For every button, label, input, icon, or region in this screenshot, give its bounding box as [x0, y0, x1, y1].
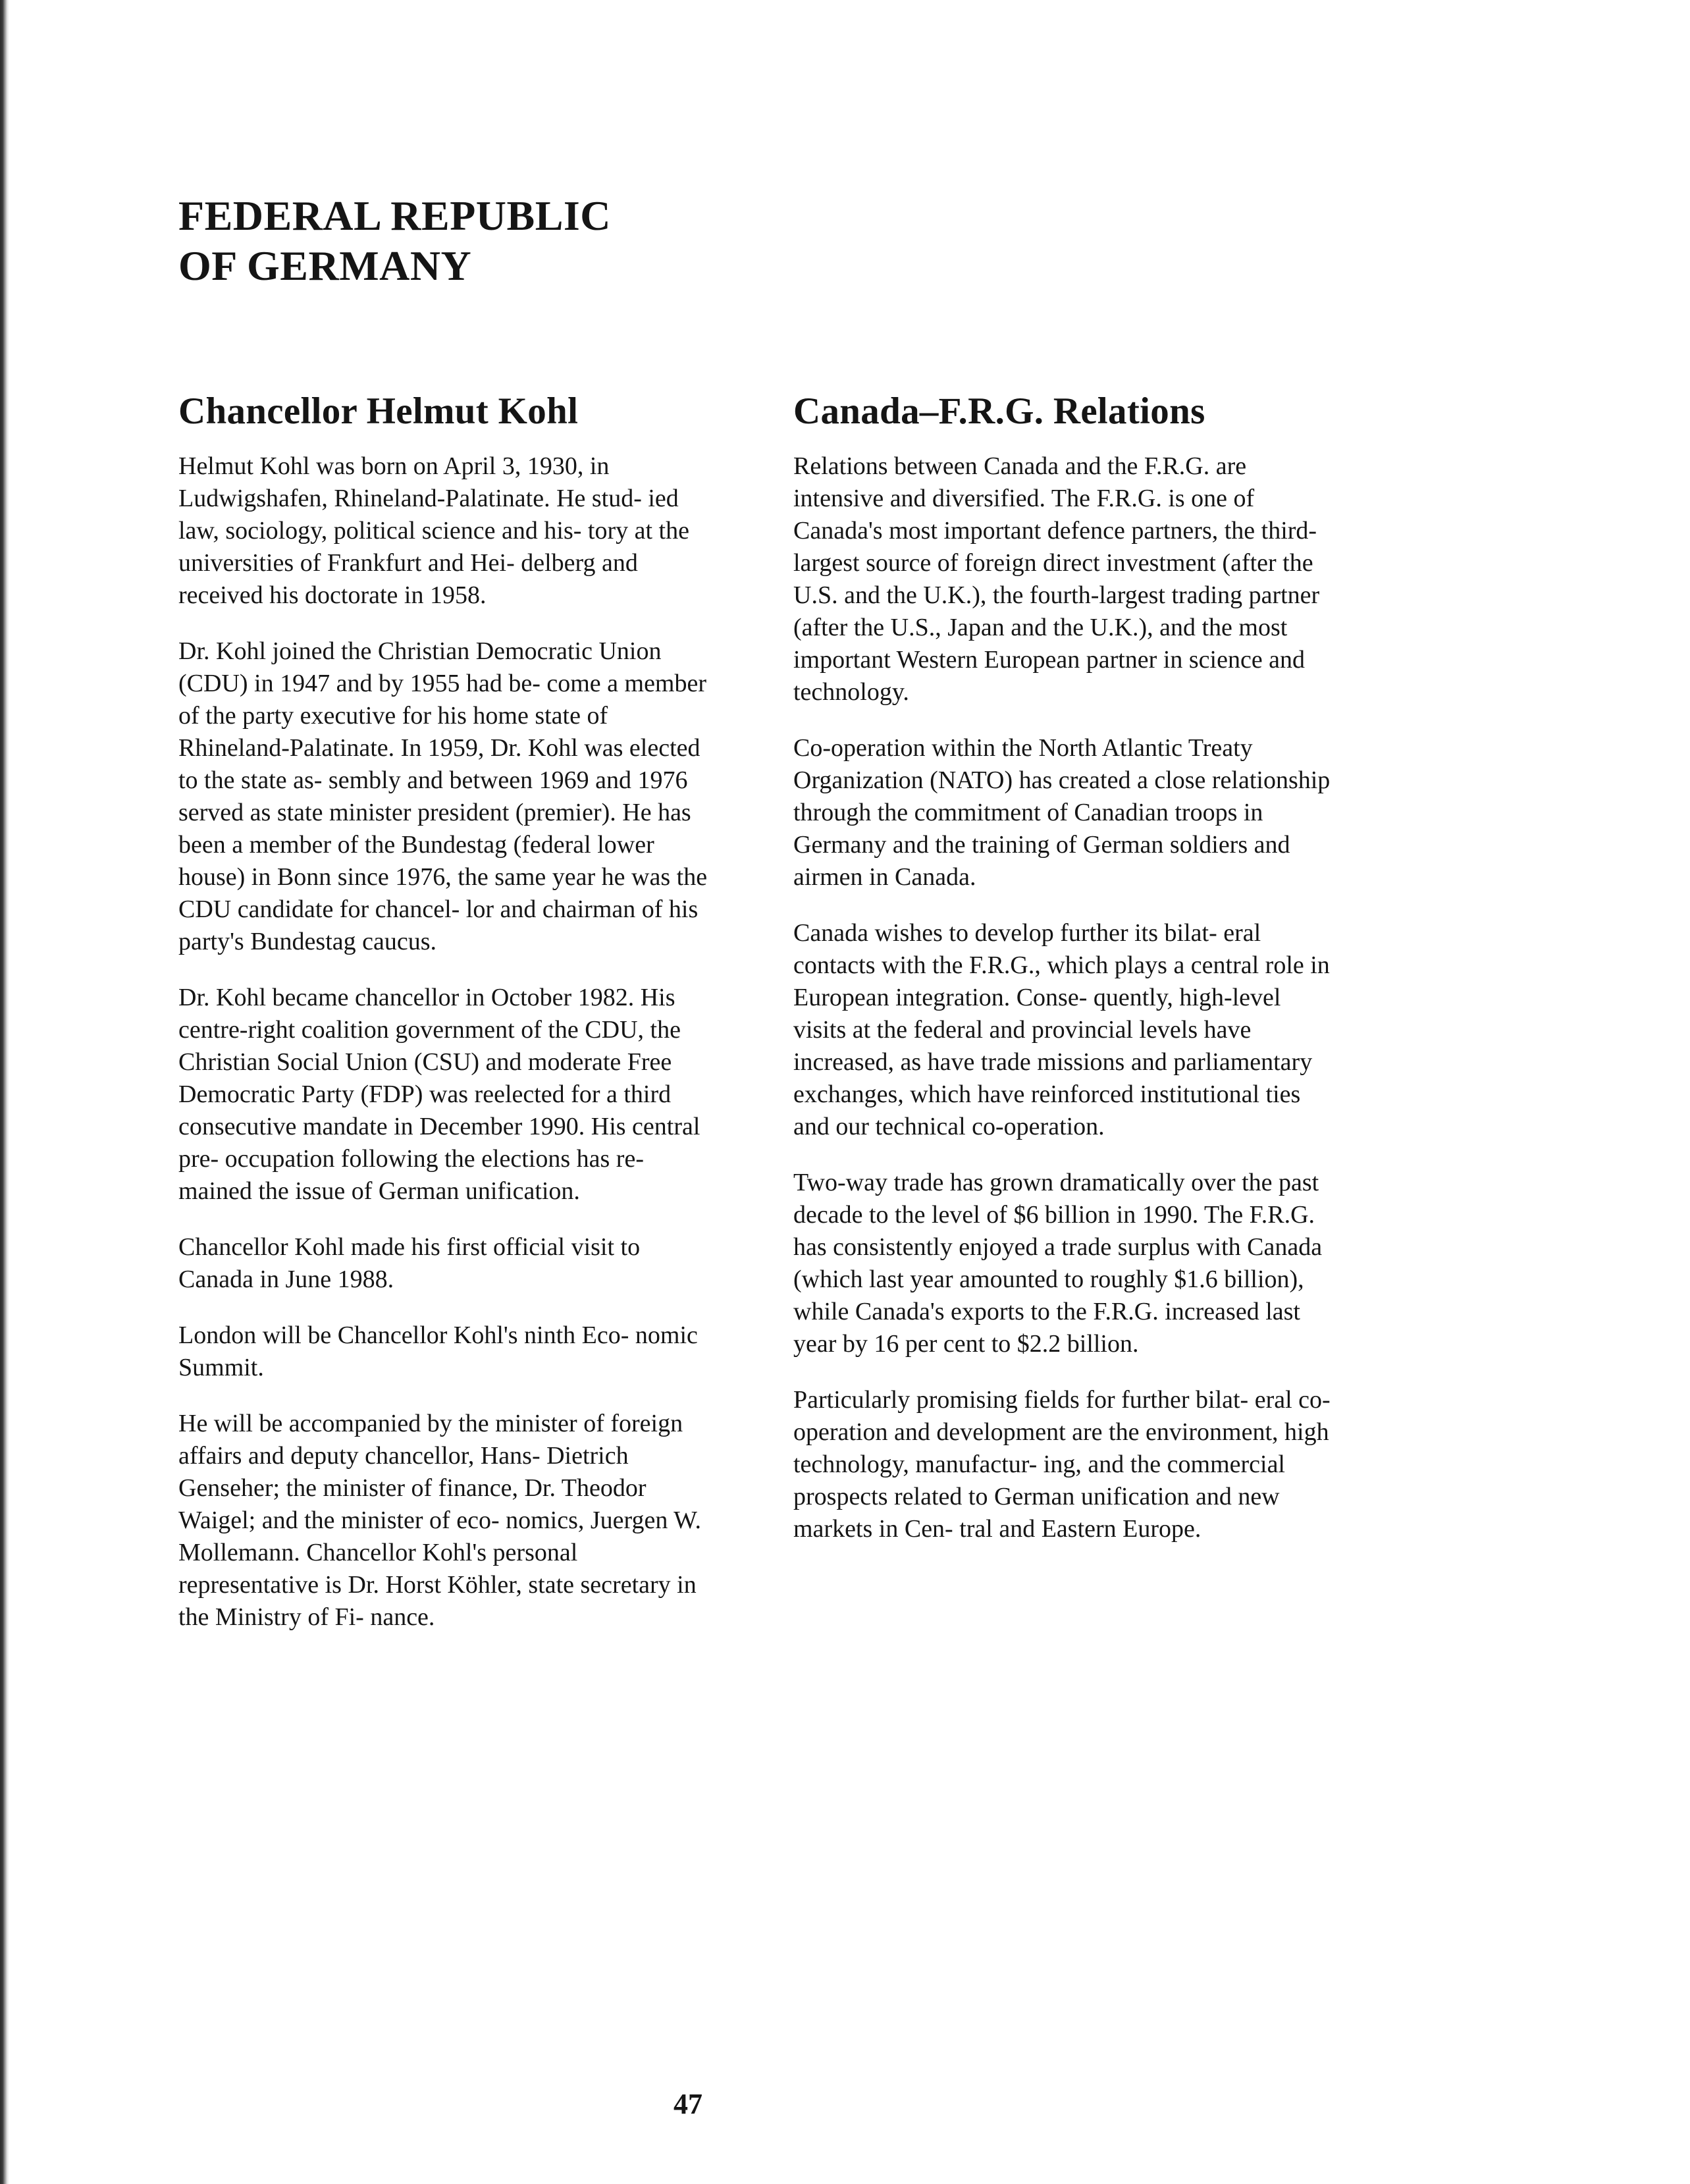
document-title-line-2: OF GERMANY	[178, 242, 472, 289]
left-column-chancellor-bio	[178, 388, 718, 1657]
relations-paragraph-1: Relations between Canada and the F.R.G. are intensive and diversified. The F.R.G. is one of Canada's most important defence partners, the third-largest source of foreign direct investment (after the U.S. and the U.K.), the fourth-largest trading partner (after the U.S., Japan and the U.K.), and the most important Western European partner in science and technology.	[793, 452, 1320, 706]
bio-paragraph-4: Chancellor Kohl made his first official visit to Canada in June 1988.	[178, 1233, 641, 1293]
section-heading-relations: Canada–F.R.G. Relations	[793, 390, 1205, 432]
bio-paragraph-6: He will be accompanied by the minister of foreign affairs and deputy chancellor, Hans- Dietrich Genseher; the minister of finance, Dr. Theodor Waigel; and the minister of eco- nomics, Juergen W. Mollemann. Chancellor Kohl's personal representative is Dr. Horst Köhler, state secretary in the Ministry of Fi- nance.	[178, 1410, 702, 1631]
document-title-line-1: FEDERAL REPUBLIC	[178, 192, 611, 239]
bio-paragraph-5: London will be Chancellor Kohl's ninth Eco- nomic Summit.	[178, 1321, 698, 1381]
relations-paragraph-4: Two-way trade has grown dramatically over the past decade to the level of $6 billion in 1990. The F.R.G. has consistently enjoyed a trade surplus with Canada (which last year amounted to roughly $1.6 billion), while Canada's exports to the F.R.G. increased last year by 16 per cent to $2.2 billion.	[793, 1169, 1323, 1358]
page-number: 47	[673, 2088, 702, 2120]
bio-paragraph-2: Dr. Kohl joined the Christian Democratic Union (CDU) in 1947 and by 1955 had be- come a member of the party executive for his home state of Rhineland-Palatinate. In 1959, Dr. Kohl was elected to the state as- sembly and between 1969 and 1976 served as state minister president (premier). He has been a member of the Bundestag (federal lower house) in Bonn since 1976, the same year he was the CDU candidate for chancel- lor and chairman of his party's Bundestag caucus.	[178, 637, 708, 955]
right-column-relations	[793, 388, 1333, 1569]
section-heading-chancellor: Chancellor Helmut Kohl	[178, 390, 579, 432]
bio-paragraph-3: Dr. Kohl became chancellor in October 1982. His centre-right coalition government of the CDU, the Christian Social Union (CSU) and moderate Free Democratic Party (FDP) was reelected for a third consecutive mandate in December 1990. His central pre- occupation following the elections has re- mained the issue of German unification.	[178, 984, 700, 1205]
bio-paragraph-1: Helmut Kohl was born on April 3, 1930, in Ludwigshafen, Rhineland-Palatinate. He stud- ied law, sociology, political science and his- tory at the universities of Frankfurt and Hei- delberg and received his doctorate in 1958.	[178, 452, 689, 609]
document-title	[178, 191, 968, 291]
relations-paragraph-3: Canada wishes to develop further its bilat- eral contacts with the F.R.G., which plays a central role in European integration. Conse- quently, high-level visits at the federal and provincial levels have increased, as have trade missions and parliamentary exchanges, which have reinforced institutional ties and our technical co-operation.	[793, 919, 1330, 1140]
relations-paragraph-2: Co-operation within the North Atlantic Treaty Organization (NATO) has created a close relationship through the commitment of Canadian troops in Germany and the training of German soldiers and airmen in Canada.	[793, 734, 1331, 891]
scan-edge	[0, 0, 9, 2184]
relations-paragraph-5: Particularly promising fields for further bilat- eral co-operation and development are the environment, high technology, manufactur- ing, and the commercial prospects related to German unification and new markets in Cen- tral and Eastern Europe.	[793, 1386, 1331, 1543]
